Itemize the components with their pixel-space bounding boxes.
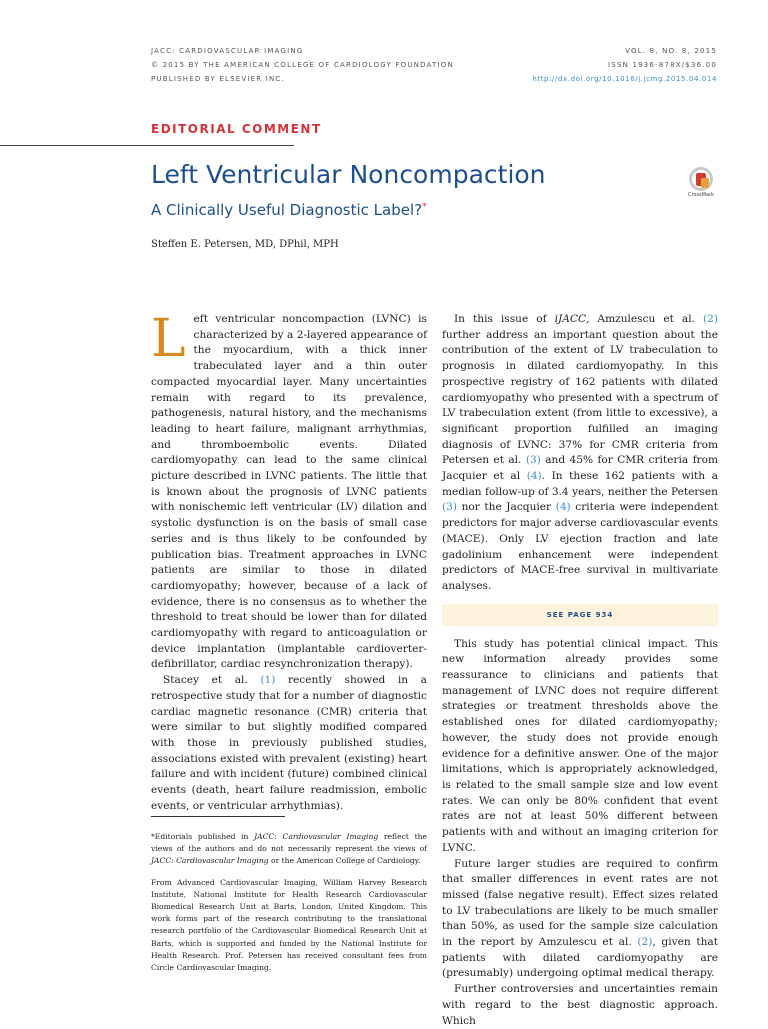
text-run: , Amzulescu et al. bbox=[586, 313, 703, 325]
amzulescu-paragraph bbox=[442, 312, 718, 595]
reference-link[interactable]: (3) bbox=[442, 501, 458, 514]
article-title: Left Ventricular Noncompaction bbox=[151, 160, 546, 189]
author-line: Steffen E. Petersen, MD, DPhil, MPH bbox=[151, 239, 339, 250]
reference-link[interactable]: (4) bbox=[526, 470, 542, 483]
crossmark-badge[interactable] bbox=[688, 167, 714, 198]
section-label: EDITORIAL COMMENT bbox=[151, 122, 322, 136]
text-run: . In these 162 patients with a median follow-up of 3.4 years, neither the Petersen bbox=[442, 470, 718, 498]
text-run: *Editorials published in bbox=[151, 832, 255, 841]
section-divider bbox=[0, 145, 294, 146]
journal-italic: JACC: Cardiovascular Imaging bbox=[254, 832, 379, 841]
controversies-paragraph: Further controversies and uncertainties remain with regard to the best diagnostic approach. Which bbox=[442, 983, 718, 1027]
reference-link[interactable]: (2) bbox=[702, 313, 718, 325]
footnote-divider bbox=[151, 816, 285, 817]
reference-link[interactable]: (2) bbox=[637, 936, 653, 949]
intro-paragraph bbox=[151, 309, 428, 673]
journal-italic: JACC: Cardiovascular Imaging bbox=[151, 856, 269, 866]
text-run: In this issue of bbox=[454, 313, 555, 325]
subtitle-text: A Clinically Useful Diagnostic Label? bbox=[151, 201, 423, 219]
text-run: recently showed in a retrospective study that for a number of diagnostic cardiac magnetic resonance (CMR) criteria that were similar to but slightly modified compared with those in previously published studies, associations existed with prevalent (existing) heart failure and with incident (future) combined clinical events (death, heart failure readmission, embolic events, or ventricular arrhythmias). bbox=[151, 674, 427, 812]
affiliation-note: From Advanced Cardiovascular Imaging, William Harvey Research Institute, National Institute for Health Research Cardiovascular Biomedical Research Unit at Barts, London, United Kingdom. This work forms part of the research contributing to the translational research portfolio of the Cardiovascular Biomedical Research Unit at Barts, which is supported and funded by the National Institute for Health Research. Prof. Petersen has received consultant fees from Circle Cardiovascular Imaging. bbox=[151, 877, 427, 973]
future-studies-paragraph bbox=[442, 857, 718, 983]
editorial-disclaimer bbox=[151, 831, 427, 868]
article-subtitle bbox=[151, 201, 427, 219]
stacey-paragraph bbox=[151, 673, 427, 814]
text-run: further address an important question about the contribution of the extent of LV trabeculation to prognosis in dilated cardiomyopathy. In this prospective registry of 162 patients with dilated cardiomyopathy who presented with a spectrum of LV trabeculation extent (from little to excessive), a significant proportion fulfilled an imaging diagnosis of LVNC: 37% for CMR criteria from Petersen et al. bbox=[442, 328, 718, 467]
issn-line: ISSN 1936-878X/$36.00 bbox=[608, 61, 717, 69]
crossmark-icon[interactable] bbox=[689, 167, 713, 191]
text-run: criteria were independent predictors for major adverse cardiovascular events (MACE). Only LV ejection fraction and late gadolinium enhancement were independent predictors of MACE-free survival in multivariate analyses. bbox=[442, 501, 718, 592]
text-run: , given that patients with dilated cardiomyopathy are (presumably) undergoing optimal medical therapy. bbox=[442, 936, 718, 980]
copyright-line: © 2015 BY THE AMERICAN COLLEGE OF CARDIOLOGY FOUNDATION bbox=[151, 61, 454, 69]
journal-italic: iJACC bbox=[554, 313, 587, 325]
text-run: reflect the views of the authors and do not necessarily represent the views of bbox=[151, 832, 428, 854]
intro-text: eft ventricular noncompaction (LVNC) is characterized by a 2-layered appearance of the myocardium, with a thick inner trabeculated layer and a thin outer compacted myocardial layer. Many uncertainties remain with regard to its prevalence, pathogenesis, natural history, and the mechanisms leading to heart failure, malignant arrhythmias, and thromboembolic events. Dilated cardiomyopathy can lead to the same clinical picture described in LVNC patients. The little that is known about the prognosis of LVNC patients with nonischemic left ventricular (LV) dilation and systolic dysfunction is on the basis of small case series and is thus likely to be confounded by publication bias. Treatment approaches in LVNC patients are similar to those in dilated cardiomyopathy; however, because of a lack of evidence, there is no consensus as to whether the threshold to treat should be lower than for dilated cardiomyopathy with regard to anticoagulation or device implantation (implantable cardioverter-defibrillator, cardiac resynchronization therapy). bbox=[151, 313, 428, 671]
running-header-right bbox=[532, 44, 717, 86]
right-column bbox=[442, 312, 718, 1029]
text-run: Future larger studies are required to confirm that smaller differences in event rates are not missed (false negative result). Effect sizes related to LV trabeculations are likely to be much smaller than 50%, as used for the sample size calculation in the report by Amzulescu et al. bbox=[442, 857, 718, 949]
publisher-line: PUBLISHED BY ELSEVIER INC. bbox=[151, 75, 285, 83]
journal-name: JACC: CARDIOVASCULAR IMAGING bbox=[151, 47, 304, 55]
running-header-left bbox=[151, 44, 454, 86]
text-run: or the American College of Cardiology. bbox=[268, 856, 421, 866]
reference-link[interactable]: (1) bbox=[260, 674, 276, 687]
text-run: Stacey et al. bbox=[163, 674, 261, 687]
crossmark-label: CrossMark bbox=[688, 192, 715, 198]
see-page-callout[interactable]: SEE PAGE 934 bbox=[442, 604, 718, 626]
reference-link[interactable]: (4) bbox=[555, 501, 571, 514]
volume-line: VOL. 8, NO. 8, 2015 bbox=[625, 47, 717, 55]
clinical-impact-paragraph: This study has potential clinical impact. This new information already provides some reassurance to clinicians and patients that management of LVNC does not require different strategies or treatment thresholds above the established ones for dilated cardiomyopathy; however, the study does not provide enough evidence for a definitive answer. One of the major limitations, which is appropriately acknowledged, is related to the small sample size and low event rates. We can only be 80% confident that event rates are not at least 50% different between patients with and without an imaging criterion for LVNC. bbox=[442, 637, 718, 854]
doi-link[interactable]: http://dx.doi.org/10.1016/j.jcmg.2015.04.014 bbox=[532, 75, 717, 83]
text-run: nor the Jacquier bbox=[457, 501, 556, 514]
drop-cap: L bbox=[151, 309, 186, 369]
footnotes bbox=[151, 831, 427, 983]
left-column bbox=[151, 309, 428, 815]
subtitle-footnote-marker[interactable]: * bbox=[422, 202, 427, 212]
text-run: and 45% for CMR criteria from Jacquier et al bbox=[442, 454, 718, 483]
reference-link[interactable]: (3) bbox=[525, 454, 541, 467]
